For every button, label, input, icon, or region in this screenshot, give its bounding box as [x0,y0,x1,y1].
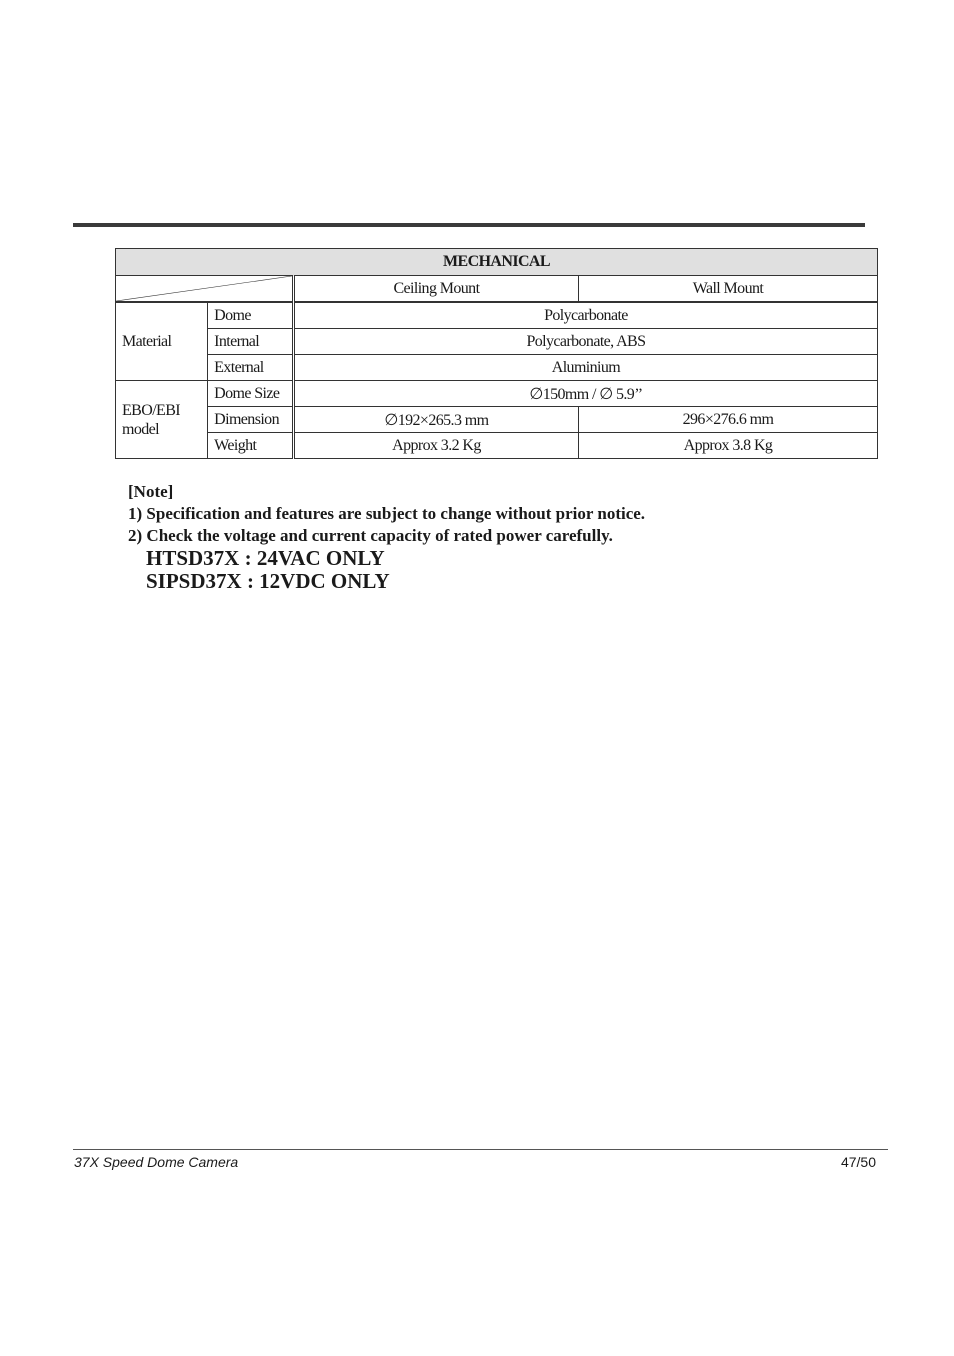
table-title-row [116,249,878,276]
mechanical-spec-table [115,248,878,459]
diagonal-line-icon [116,276,292,301]
group-label-material: Material [116,302,208,381]
row-label: Weight [208,433,294,459]
row-value: Aluminium [293,355,877,381]
row-value-wall: 296×276.6 mm [578,407,877,433]
note-model-1: HTSD37X : 24VAC ONLY [146,546,385,570]
row-value-wall: Approx 3.8 Kg [578,433,877,459]
footer-rule [73,1149,888,1150]
row-label: Dome Size [208,381,294,407]
notes-heading: [Note] [128,482,174,501]
table-row [116,381,878,407]
notes-section [128,481,645,593]
table-row [116,329,878,355]
row-label: External [208,355,294,381]
row-value: ∅150mm / ∅ 5.9’’ [293,381,877,407]
top-rule [73,223,865,227]
table-title: MECHANICAL [116,249,878,276]
header-wall-mount: Wall Mount [578,276,877,303]
table-row [116,433,878,459]
table-header-row [116,276,878,303]
row-label: Dome [208,302,294,329]
row-value: Polycarbonate, ABS [293,329,877,355]
diagonal-header-cell [116,276,294,303]
note-line-2: 2) Check the voltage and current capacity of rated power carefully. [128,526,613,545]
note-line-1: 1) Specification and features are subject to change without prior notice. [128,504,646,523]
footer-doc-title: 37X Speed Dome Camera [74,1154,239,1170]
row-value: Polycarbonate [293,302,877,329]
table-row [116,302,878,329]
note-model-2: SIPSD37X : 12VDC ONLY [146,569,390,593]
table-row [116,407,878,433]
header-ceiling-mount: Ceiling Mount [293,276,578,303]
row-label: Internal [208,329,294,355]
row-value-ceiling: ∅192×265.3 mm [293,407,578,433]
row-label: Dimension [208,407,294,433]
group-label-model: EBO/EBI model [116,381,208,459]
table-row [116,355,878,381]
row-value-ceiling: Approx 3.2 Kg [293,433,578,459]
footer-page-number: 47/50 [840,1154,876,1170]
